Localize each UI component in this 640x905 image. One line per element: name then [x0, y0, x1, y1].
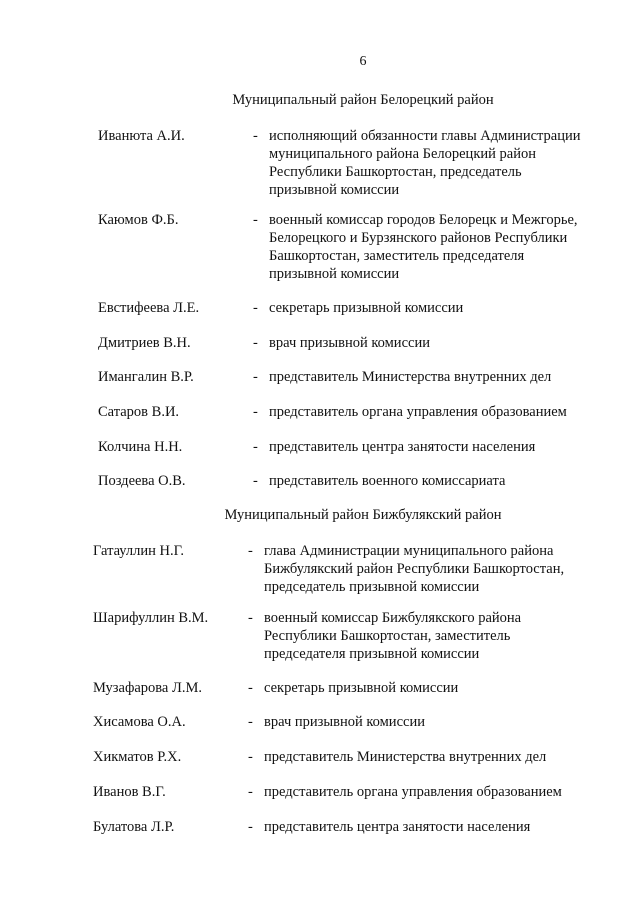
- dash: -: [253, 335, 258, 351]
- member-duty: исполняющий обязанности главы Администрации муниципального района Белорецкий район Республики Башкортостан, председатель призывной комиссии: [269, 128, 581, 198]
- dash: -: [248, 819, 253, 835]
- member-name: Шарифуллин В.М.: [93, 610, 209, 626]
- dash: -: [248, 784, 253, 800]
- member-name: Иванов В.Г.: [93, 784, 166, 800]
- member-duty: секретарь призывной комиссии: [269, 300, 464, 316]
- member-name: Гатауллин Н.Г.: [93, 543, 184, 559]
- member-name: Поздеева О.В.: [98, 473, 186, 489]
- member-name: Хикматов Р.Х.: [93, 749, 182, 765]
- member-duty: представитель центра занятости населения: [269, 439, 536, 455]
- dash: -: [248, 749, 253, 765]
- dash: -: [253, 369, 258, 385]
- member-duty: представитель Министерства внутренних дел: [269, 369, 552, 385]
- page-number: 6: [359, 54, 367, 69]
- member-duty: представитель центра занятости населения: [264, 819, 531, 835]
- member-name: Музафарова Л.М.: [93, 680, 202, 696]
- dash: -: [253, 404, 258, 420]
- member-duty: представитель военного комиссариата: [269, 473, 506, 489]
- member-duty: врач призывной комиссии: [264, 714, 425, 730]
- dash: -: [248, 610, 253, 626]
- member-name: Хисамова О.А.: [93, 714, 186, 730]
- dash: -: [253, 439, 258, 455]
- dash: -: [248, 680, 253, 696]
- member-name: Сатаров В.И.: [98, 404, 180, 420]
- member-duty: военный комиссар городов Белорецк и Межгорье, Белорецкого и Бурзянского районов Республики Башкортостан, заместитель председателя призывной комиссии: [269, 212, 578, 282]
- dash: -: [253, 128, 258, 144]
- member-name: Дмитриев В.Н.: [98, 335, 191, 351]
- member-name: Каюмов Ф.Б.: [98, 212, 179, 228]
- member-name: Евстифеева Л.Е.: [98, 300, 200, 316]
- member-duty: глава Администрации муниципального района Бижбулякский район Республики Башкортостан, председатель призывной комиссии: [264, 543, 565, 595]
- dash: -: [253, 300, 258, 316]
- member-name: Булатова Л.Р.: [93, 819, 175, 835]
- dash: -: [253, 473, 258, 489]
- section-title: Муниципальный район Бижбулякский район: [224, 507, 502, 523]
- member-duty: секретарь призывной комиссии: [264, 680, 459, 696]
- member-duty: врач призывной комиссии: [269, 335, 430, 351]
- member-duty: представитель органа управления образованием: [264, 784, 562, 800]
- member-duty: военный комиссар Бижбулякского района Республики Башкортостан, заместитель председателя призывной комиссии: [264, 610, 522, 662]
- member-name: Колчина Н.Н.: [98, 439, 183, 455]
- section-title: Муниципальный район Белорецкий район: [232, 92, 494, 108]
- dash: -: [253, 212, 258, 228]
- member-name: Иванюта А.И.: [98, 128, 185, 144]
- member-name: Имангалин В.Р.: [98, 369, 194, 385]
- dash: -: [248, 714, 253, 730]
- member-duty: представитель Министерства внутренних дел: [264, 749, 547, 765]
- dash: -: [248, 543, 253, 559]
- member-duty: представитель органа управления образованием: [269, 404, 567, 420]
